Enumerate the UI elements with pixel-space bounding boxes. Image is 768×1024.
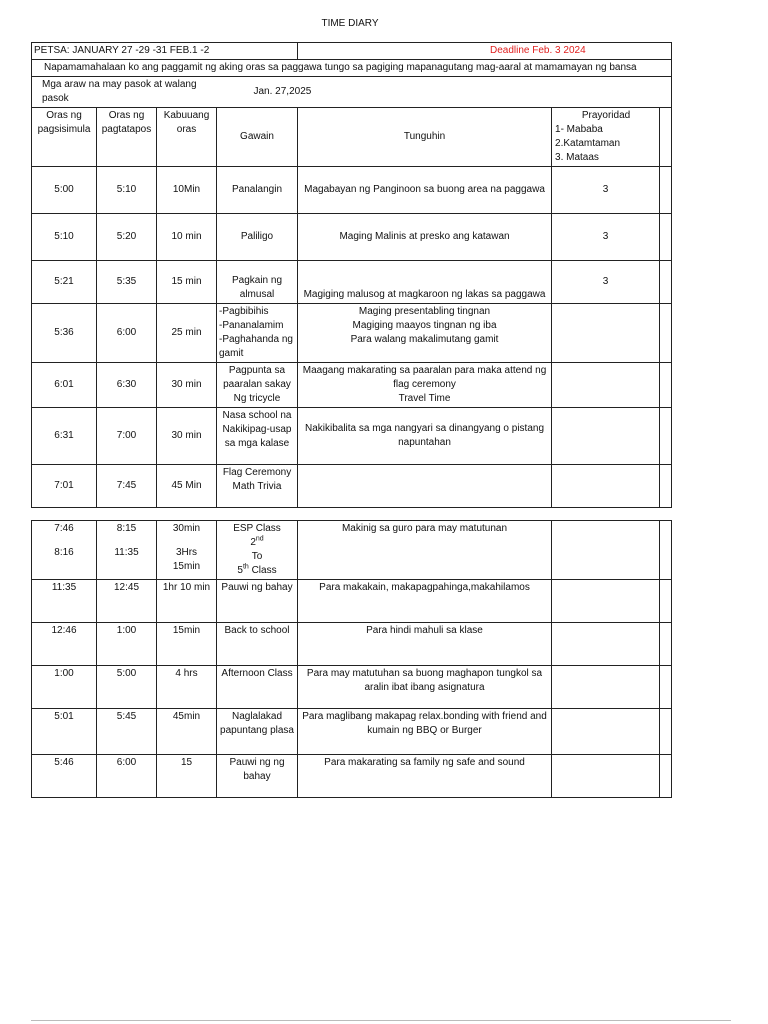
empty-cell (660, 167, 672, 214)
start-time: 5:10 (32, 214, 97, 261)
activity-class-from (219, 536, 295, 550)
table-row (32, 214, 672, 261)
total-time-a: 30min (172, 523, 201, 534)
table-row (32, 666, 672, 709)
priority-legend-2: 2.Katamtaman (555, 138, 621, 149)
table-row (32, 167, 672, 214)
end-time: 1:00 (97, 623, 157, 666)
total-time (157, 521, 217, 580)
end-time: 5:00 (97, 666, 157, 709)
end-time: 6:00 (97, 304, 157, 363)
activity: -Pagbibihis -Pananalamim -Paghahanda ng gamit (217, 304, 298, 363)
time-diary-table-page2 (31, 520, 672, 798)
start-time: 5:00 (32, 167, 97, 214)
table-row (32, 304, 672, 363)
activity: Nasa school na Nakikipag-usap sa mga kalase (217, 408, 298, 465)
priority (552, 521, 660, 580)
total-time: 15min (157, 623, 217, 666)
total-time: 15 min (157, 261, 217, 304)
end-time: 5:45 (97, 709, 157, 755)
activity: Pauwi ng ng bahay (217, 755, 298, 798)
empty-cell (660, 755, 672, 798)
end-time: 5:20 (97, 214, 157, 261)
total-time: 45min (157, 709, 217, 755)
deadline-label: Deadline Feb. 3 2024 (298, 43, 672, 60)
class-word: Class (248, 565, 277, 576)
page-divider (31, 1020, 731, 1021)
total-time: 4 hrs (157, 666, 217, 709)
class-suffix-to: th (242, 563, 249, 571)
col-end-header: Oras ng pagtatapos (97, 108, 157, 167)
end-time: 6:00 (97, 755, 157, 798)
activity: Pagkain ng almusal (217, 261, 298, 304)
class-number-to: 5 (237, 565, 243, 576)
activity: Naglalakad papuntang plasa (217, 709, 298, 755)
activity: Pauwi ng bahay (217, 580, 298, 623)
col-total-header: Kabuuang oras (157, 108, 217, 167)
start-time: 6:01 (32, 363, 97, 408)
activity-to: To (251, 551, 263, 562)
priority-legend-3: 3. Mataas (555, 152, 599, 163)
time-diary-table-page1 (31, 42, 672, 508)
petsa-row (32, 43, 672, 60)
activity-class-to (219, 564, 295, 578)
goal: Magiging malusog at magkaroon ng lakas sa paggawa (298, 261, 552, 304)
table-row (32, 521, 672, 580)
column-header-row (32, 108, 672, 167)
priority (552, 408, 660, 465)
priority-title: Prayoridad (581, 110, 631, 121)
goal (298, 465, 552, 508)
col-goal-header: Tunguhin (298, 108, 552, 167)
total-time: 10Min (157, 167, 217, 214)
end-time-a: 8:15 (116, 523, 137, 534)
total-time: 30 min (157, 408, 217, 465)
statement-text: Napamamahalaan ko ang paggamit ng aking oras sa paggawa tungo sa pagiging mapanagutang mag-aaral at mamamayan ng bansa (32, 60, 672, 77)
goal: Para makarating sa family ng safe and sound (298, 755, 552, 798)
activity: Paliligo (217, 214, 298, 261)
empty-cell (660, 465, 672, 508)
priority (552, 666, 660, 709)
start-time: 5:46 (32, 755, 97, 798)
goal: Para makakain, makapagpahinga,makahilamos (298, 580, 552, 623)
start-time: 7:01 (32, 465, 97, 508)
end-time: 6:30 (97, 363, 157, 408)
priority: 3 (552, 214, 660, 261)
col-activity-header: Gawain (217, 108, 298, 167)
activity: Afternoon Class (217, 666, 298, 709)
activity: Back to school (217, 623, 298, 666)
empty-cell (660, 108, 672, 167)
start-time: 5:36 (32, 304, 97, 363)
end-time: 5:35 (97, 261, 157, 304)
start-time: 12:46 (32, 623, 97, 666)
priority (552, 465, 660, 508)
table-row (32, 408, 672, 465)
priority (552, 755, 660, 798)
total-time-b: 3Hrs 15min (172, 547, 201, 572)
total-time: 10 min (157, 214, 217, 261)
document-title: TIME DIARY (321, 18, 379, 29)
table-row (32, 363, 672, 408)
goal: Magabayan ng Panginoon sa buong area na paggawa (298, 167, 552, 214)
goal: Nakikibalita sa mga nangyari sa dinangyang o pistang napuntahan (298, 408, 552, 465)
table-row (32, 755, 672, 798)
start-time-a: 7:46 (54, 523, 74, 534)
col-start-header: Oras ng pagsisimula (32, 108, 97, 167)
end-time (97, 521, 157, 580)
priority (552, 580, 660, 623)
priority: 3 (552, 261, 660, 304)
end-time: 12:45 (97, 580, 157, 623)
goal: Para hindi mahuli sa klase (298, 623, 552, 666)
priority (552, 304, 660, 363)
end-time: 7:00 (97, 408, 157, 465)
priority (552, 363, 660, 408)
priority (552, 623, 660, 666)
empty-cell (660, 214, 672, 261)
activity: Flag Ceremony Math Trivia (217, 465, 298, 508)
table-row (32, 623, 672, 666)
class-suffix-from: nd (255, 535, 264, 543)
total-time: 30 min (157, 363, 217, 408)
goal: Maging Malinis at presko ang katawan (298, 214, 552, 261)
start-time: 5:21 (32, 261, 97, 304)
end-time: 5:10 (97, 167, 157, 214)
goal: Maagang makarating sa paaralan para maka attend ng flag ceremony Travel Time (298, 363, 552, 408)
total-time: 25 min (157, 304, 217, 363)
days-date: Jan. 27,2025 (217, 77, 672, 108)
table-row (32, 261, 672, 304)
total-time: 1hr 10 min (157, 580, 217, 623)
empty-cell (660, 623, 672, 666)
priority (552, 709, 660, 755)
priority: 3 (552, 167, 660, 214)
empty-cell (660, 666, 672, 709)
activity: Panalangin (217, 167, 298, 214)
empty-cell (660, 363, 672, 408)
start-time: 6:31 (32, 408, 97, 465)
start-time: 5:01 (32, 709, 97, 755)
empty-cell (660, 408, 672, 465)
empty-cell (660, 709, 672, 755)
activity (217, 521, 298, 580)
end-time: 7:45 (97, 465, 157, 508)
col-priority-header (552, 108, 660, 167)
activity: Pagpunta sa paaralan sakay Ng tricycle (217, 363, 298, 408)
empty-cell (660, 304, 672, 363)
empty-cell (660, 521, 672, 580)
petsa-label: PETSA: JANUARY 27 -29 -31 FEB.1 -2 (32, 43, 298, 60)
total-time: 15 (157, 755, 217, 798)
days-row (32, 77, 672, 108)
activity-a: ESP Class (233, 523, 281, 534)
start-time-b: 8:16 (54, 547, 74, 558)
table-row (32, 580, 672, 623)
goal: Makinig sa guro para may matutunan (298, 521, 552, 580)
class-number-from: 2 (250, 537, 256, 548)
goal: Para may matutuhan sa buong maghapon tungkol sa aralin ibat ibang asignatura (298, 666, 552, 709)
start-time (32, 521, 97, 580)
table-row (32, 709, 672, 755)
start-time: 1:00 (32, 666, 97, 709)
table-row (32, 465, 672, 508)
total-time: 45 Min (157, 465, 217, 508)
start-time: 11:35 (32, 580, 97, 623)
priority-legend-1: 1- Mababa (555, 124, 603, 135)
end-time-b: 11:35 (114, 547, 139, 558)
empty-cell (660, 580, 672, 623)
days-label: Mga araw na may pasok at walang pasok (32, 77, 217, 108)
goal: Para maglibang makapag relax.bonding with friend and kumain ng BBQ or Burger (298, 709, 552, 755)
goal: Maging presentabling tingnan Magiging maayos tingnan ng iba Para walang makalimutang gamit (298, 304, 552, 363)
statement-row (32, 60, 672, 77)
empty-cell (660, 261, 672, 304)
